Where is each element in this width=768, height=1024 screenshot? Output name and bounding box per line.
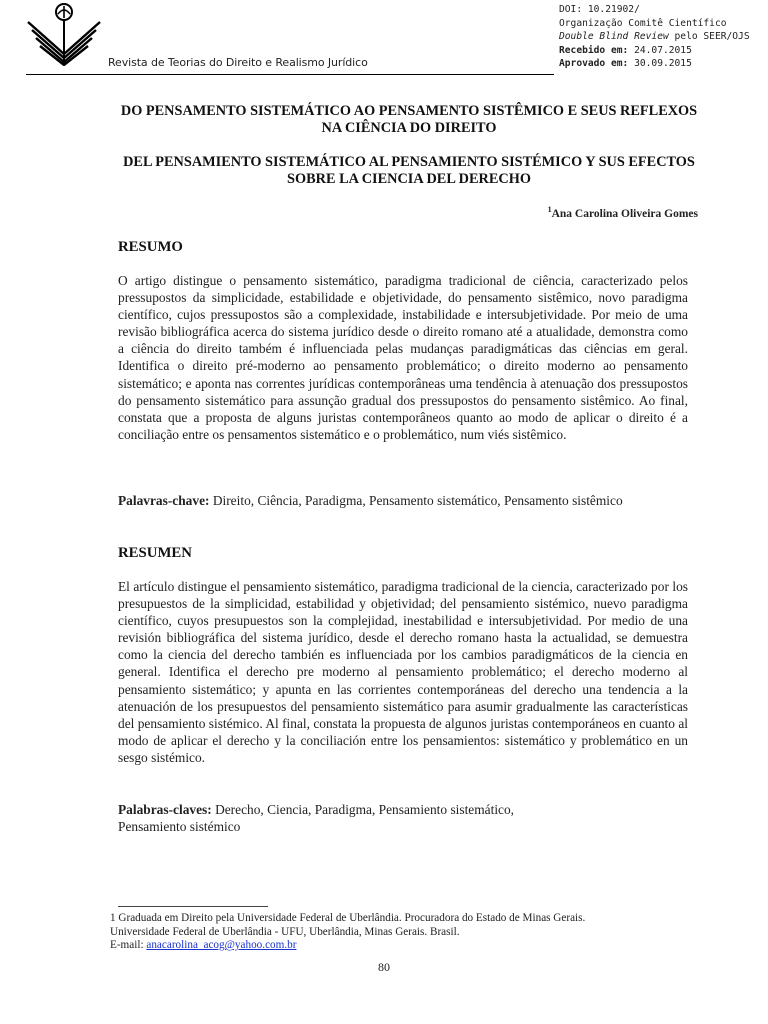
resumo-keywords-label: Palavras-chave: bbox=[118, 493, 210, 508]
page-number: 80 bbox=[378, 960, 390, 974]
footnote-email-line bbox=[110, 939, 710, 953]
author-footnote bbox=[110, 912, 710, 953]
received-label: Recebido em: bbox=[559, 44, 629, 56]
email-label: E-mail: bbox=[110, 939, 147, 952]
footnote-divider bbox=[118, 906, 268, 907]
author-email-link[interactable]: anacarolina_acog@yahoo.com.br bbox=[146, 939, 297, 952]
organization-line: Organização Comitê Científico bbox=[559, 17, 727, 29]
resumo-keywords bbox=[118, 492, 688, 509]
article-title-pt: DO PENSAMENTO SISTEMÁTICO AO PENSAMENTO SISTÊMICO E SEUS REFLEXOS NA CIÊNCIA DO DIREITO bbox=[120, 103, 698, 136]
approved-label: Aprovado em: bbox=[559, 58, 629, 69]
resumen-heading: RESUMEN bbox=[118, 545, 192, 561]
header-divider bbox=[26, 74, 554, 75]
doi-line: DOI: 10.21902/ bbox=[559, 4, 640, 15]
journal-logo-icon bbox=[26, 2, 106, 66]
resumen-text: El artículo distingue el pensamiento sistemático, paradigma tradicional de la ciencia, caracterizado por los presupuestos de la simplicidad, estabilidad y objetividad; del pensamiento sistémico, nuevo paradigma científico, cuyos presupuestos son la complejidad, inestabilidad e intersubjetividad. Por medio de una revisión bibliográfica del sistema jurídico, desde el derecho romano hasta la actualidad, se demuestra como la ciencia del derecho también es influenciada por los cambios paradigmáticos de la ciencia en general. Identifica el derecho pre moderno al pensamiento problemático; el derecho moderno al pensamiento sistemático; y apunta en las corrientes contemporáneas del derecho una tendencia a la atenuación de los presupuestos del pensamiento sistemático para asumir gradualmente las características del pensamiento sistémico. Al final, constata la propuesta de algunos juristas contemporáneos en cuanto al modo de aplicar el derecho y la conciliación entre los pensamientos: sistemático y problemático en un sesgo sistémico. bbox=[118, 579, 688, 765]
resumen-keywords bbox=[118, 801, 688, 835]
footnote-line-2: Universidade Federal de Uberlândia - UFU, Uberlândia, Minas Gerais. Brasil. bbox=[110, 925, 460, 938]
approved-line bbox=[559, 57, 750, 71]
author-name-text: Ana Carolina Oliveira Gomes bbox=[551, 207, 698, 220]
review-system: pelo SEER/OJS bbox=[668, 31, 750, 42]
article-metadata bbox=[559, 3, 750, 71]
footnote-line-1: 1 Graduada em Direito pela Universidade Federal de Uberlândia. Procuradora do Estado de Minas Gerais. bbox=[110, 912, 586, 924]
resumen-keywords-list-2: Pensamiento sistémico bbox=[118, 819, 241, 835]
article-title-es: DEL PENSAMIENTO SISTEMÁTICO AL PENSAMIENTO SISTÉMICO Y SUS EFECTOS SOBRE LA CIENCIA DEL DERECHO bbox=[123, 154, 695, 187]
resumo-heading: RESUMO bbox=[118, 239, 183, 255]
received-date: 24.07.2015 bbox=[628, 44, 692, 56]
review-type: Double Blind Review bbox=[559, 31, 669, 42]
received-line bbox=[559, 44, 750, 58]
author-name bbox=[548, 205, 698, 220]
resumo-text: O artigo distingue o pensamento sistemático, paradigma tradicional de ciência, caracterizado pelos pressupostos da simplicidade, estabilidade e objetividade, do pensamento sistêmico, novo paradigma científico, cujos pressupostos são a complexidade, instabilidade e intersubjetividade. Por meio de uma revisão bibliográfica acerca do sistema jurídico desde o direito romano até a atualidade, demonstra como a ciência do direito também é influenciada pelas mudanças paradigmáticas das ciências em geral. Identifica o direito pré-moderno ao pensamento problemático; o direito moderno ao pensamento sistemático; e aponta nas correntes jurídicas contemporâneas uma tendência à atenuação dos pressupostos do pensamento sistemático para assunção gradual dos pressupostos do pensamento sistêmico. Ao final, constata que a proposta de alguns juristas contemporâneos quanto ao modo de aplicar o direito é a conciliação entre os pensamentos sistemático e o problemático, num viés sistêmico. bbox=[118, 273, 688, 442]
journal-name: Revista de Teorias do Direito e Realismo Jurídico bbox=[108, 56, 368, 69]
resumo-keywords-list: Direito, Ciência, Paradigma, Pensamento sistemático, Pensamento sistêmico bbox=[209, 493, 623, 508]
approved-date: 30.09.2015 bbox=[628, 58, 692, 69]
resumen-keywords-label: Palabras-claves: bbox=[118, 802, 212, 817]
resumen-keywords-list-1: Derecho, Ciencia, Paradigma, Pensamiento sistemático, bbox=[211, 802, 515, 817]
review-line bbox=[559, 30, 750, 44]
author-footnote-marker: 1 bbox=[547, 205, 552, 214]
